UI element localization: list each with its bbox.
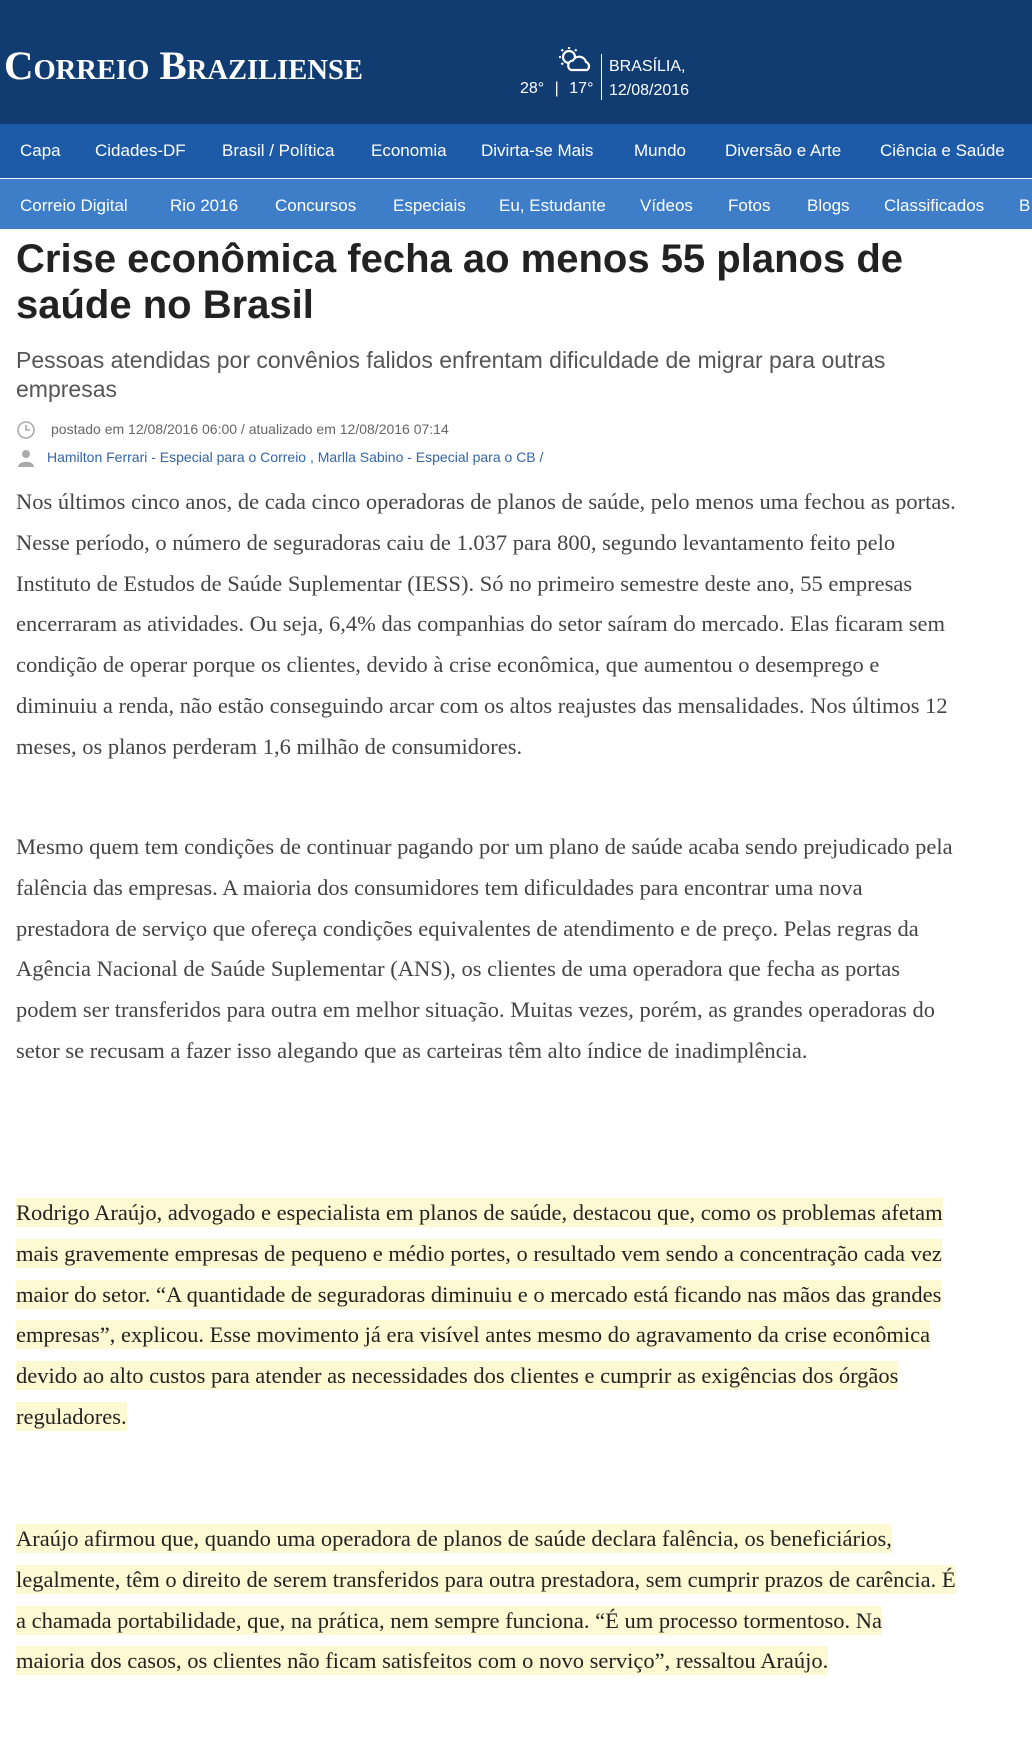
- article-paragraph-highlighted: [16, 1519, 956, 1682]
- site-header: [0, 0, 1032, 124]
- primary-nav: [0, 124, 1032, 178]
- secondary-nav: [0, 179, 1032, 229]
- nav-item-rio-2016[interactable]: Rio 2016: [170, 196, 239, 215]
- header-divider: [601, 54, 602, 100]
- nav-item-brasil-politica[interactable]: Brasil / Política: [222, 141, 335, 160]
- temp-separator: |: [554, 80, 559, 97]
- min-temp: 17°: [569, 80, 594, 97]
- partly-cloudy-icon: [555, 46, 595, 76]
- nav-item-correio-digital[interactable]: Correio Digital: [20, 196, 128, 215]
- article-paragraph: Nos últimos cinco anos, de cada cinco operadoras de planos de saúde, pelo menos uma fechou as portas. Nesse período, o número de seguradoras caiu de 1.037 para 800, segundo levantamento feito pelo Instituto de Estudos de Saúde Suplementar (IESS). Só no primeiro semestre deste ano, 55 empresas encerraram as atividades. Ou seja, 6,4% das companhias do setor saíram do mercado. Elas ficaram sem condição de operar porque os clientes, devido à crise econômica, que aumentou o desemprego e diminuiu a renda, não estão conseguindo arcar com os altos reajustes das mensalidades. Nos últimos 12 meses, os planos perderam 1,6 milhão de consumidores.: [16, 489, 956, 759]
- authors-link[interactable]: Hamilton Ferrari - Especial para o Correio , Marlla Sabino - Especial para o CB /: [47, 449, 544, 465]
- article-subtitle: Pessoas atendidas por convênios falidos enfrentam dificuldade de migrar para outras empresas: [16, 347, 886, 402]
- nav-item-truncated[interactable]: B: [1019, 196, 1031, 215]
- nav-item-cidades-df[interactable]: Cidades-DF: [95, 141, 186, 160]
- nav-item-especiais[interactable]: Especiais: [393, 196, 466, 215]
- nav-item-economia[interactable]: Economia: [371, 141, 447, 160]
- nav-item-eu-estudante[interactable]: Eu, Estudante: [499, 196, 606, 215]
- max-temp: 28°: [520, 80, 545, 97]
- nav-item-divirta-se-mais[interactable]: Divirta-se Mais: [481, 141, 594, 160]
- nav-item-fotos[interactable]: Fotos: [728, 196, 771, 215]
- nav-item-concursos[interactable]: Concursos: [275, 196, 357, 215]
- nav-item-videos[interactable]: Vídeos: [640, 196, 693, 215]
- site-logo[interactable]: Correio Braziliense: [4, 43, 363, 88]
- clock-icon: [16, 420, 36, 440]
- nav-item-ciencia-e-saude[interactable]: Ciência e Saúde: [880, 141, 1005, 160]
- article-paragraph: Mesmo quem tem condições de continuar pagando por um plano de saúde acaba sendo prejudicado pela falência das empresas. A maioria dos consumidores tem dificuldades para encontrar uma nova prestadora de serviço que ofereça condições equivalentes de atendimento e de preço. Pelas regras da Agência Nacional de Saúde Suplementar (ANS), os clientes de uma operadora que fecha as portas podem ser transferidos para outra em melhor situação. Muitas vezes, porém, as grandes operadoras do setor se recusam a fazer isso alegando que as carteiras têm alto índice de inadimplência.: [16, 834, 953, 1063]
- article-paragraph-highlighted: [16, 1193, 956, 1438]
- post-dates-text: postado em 12/08/2016 06:00 / atualizado em 12/08/2016 07:14: [51, 421, 449, 437]
- current-date: 12/08/2016: [609, 82, 690, 99]
- article-headline: Crise econômica fecha ao menos 55 planos de saúde no Brasil: [16, 237, 903, 327]
- nav-item-classificados[interactable]: Classificados: [884, 196, 985, 215]
- temperature-readout: [520, 80, 593, 98]
- location-date: [609, 55, 689, 103]
- nav-item-blogs[interactable]: Blogs: [807, 196, 850, 215]
- highlighted-text: Rodrigo Araújo, advogado e especialista em planos de saúde, destacou que, como os problemas afetam mais gravemente empresas de pequeno e médio portes, o resultado vem sendo a concentração cada vez maior do setor. “A quantidade de seguradoras diminuiu e o mercado está ficando nas mãos das grandes empresas”, explicou. Esse movimento já era visível antes mesmo do agravamento da crise econômica devido ao alto custos para atender as necessidades dos clientes e cumprir as exigências dos órgãos reguladores.: [16, 1200, 943, 1429]
- user-icon: [16, 448, 36, 468]
- highlighted-text: Araújo afirmou que, quando uma operadora de planos de saúde declara falência, os beneficiários, legalmente, têm o direito de serem transferidos para outra prestadora, sem cumprir prazos de carência. É a chamada portabilidade, que, na prática, nem sempre funciona. “É um processo tormentoso. Na maioria dos casos, os clientes não ficam satisfeitos com o novo serviço”, ressaltou Araújo.: [16, 1526, 956, 1674]
- nav-item-capa[interactable]: Capa: [20, 141, 61, 160]
- nav-item-diversao-e-arte[interactable]: Diversão e Arte: [725, 141, 842, 160]
- nav-item-mundo[interactable]: Mundo: [634, 141, 686, 160]
- city-name: BRASÍLIA,: [609, 58, 686, 75]
